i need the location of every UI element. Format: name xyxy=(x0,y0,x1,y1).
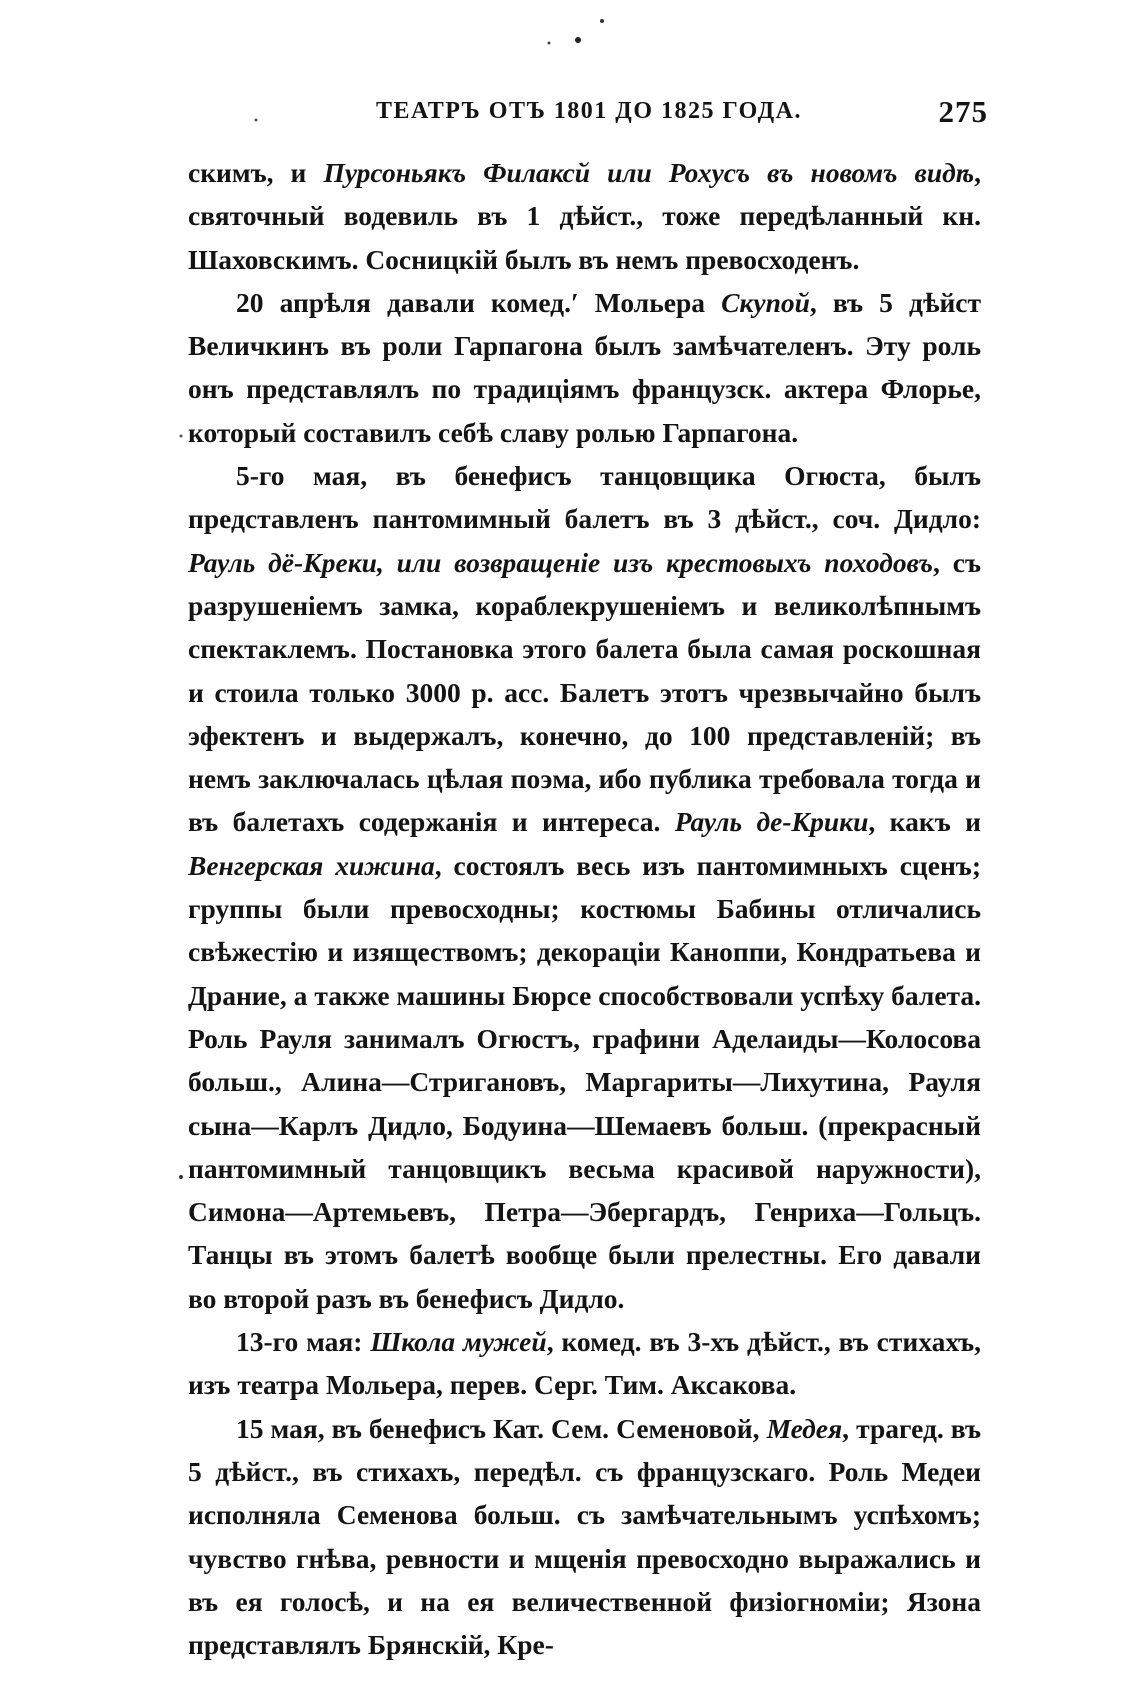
text-run: , трагед. въ 5 дѣйст., въ стихахъ, передѣл. съ французскаго. Роль Медеи исполняла Семенова больш. съ замѣчательнымъ успѣхомъ; чувство гнѣва, ревности и мщенія превосходно выражались и въ ея голосѣ, и на ея величественной физіогноміи; Язона представлялъ Брянскій, Кре- xyxy=(188,1412,982,1661)
running-title: ТЕАТРЪ ОТЪ 1801 ДО 1825 ГОДА. xyxy=(376,98,802,124)
paragraph xyxy=(188,1407,981,1667)
italic-title: Пурсоньякъ Филаксй или Рохусъ въ новомъ видѣ xyxy=(323,157,975,188)
paragraph xyxy=(188,454,981,1320)
italic-title: Венгерская хижина xyxy=(188,849,435,881)
page-header xyxy=(348,94,988,134)
paragraph xyxy=(188,151,981,281)
text-run: , святочный водевиль въ 1 дѣйст., тоже передѣланный кн. Шаховскимъ. Сосницкій былъ въ немъ превосходенъ. xyxy=(188,157,981,275)
speck xyxy=(600,19,604,23)
speck xyxy=(180,435,183,438)
italic-title: Медея xyxy=(766,1412,843,1444)
body-text xyxy=(188,151,981,1666)
page-number: 275 xyxy=(938,94,988,129)
text-run: 5-го мая, въ бенефисъ танцовщика Огюста, былъ представленъ пантомимный балетъ въ 3 дѣйст., соч. Дидло: xyxy=(188,460,981,535)
text-run: 13-го мая: xyxy=(236,1326,371,1358)
text-run: , состоялъ весь изъ пантомимныхъ сценъ; группы были превосходны; костюмы Бабины отличались свѣжестію и изяществомъ; декораціи Каноппи, Кондратьева и Драние, а также машины Бюрсе способствовали успѣху балета. Роль Рауля занималъ Огюстъ, графини Аделаиды—Колосова больш., Алина—Стригановъ, Маргариты—Лихутина, Рауля сына—Карлъ Дидло, Бодуина—Шемаевъ больш. (прекрасный пантомимный танцовщикъ весьма красивой наружности), Симона—Артемьевъ, Петра—Эбергардъ, Генриха—Гольцъ. Танцы въ этомъ балетѣ вообще были прелестны. Его давали во второй разъ въ бенефисъ Дидло. xyxy=(188,849,981,1314)
speck xyxy=(179,1175,183,1179)
text-run: 15 мая, въ бенефисъ Кат. Сем. Семеновой, xyxy=(236,1412,767,1444)
speck xyxy=(255,119,258,122)
speck xyxy=(575,37,581,43)
paragraph xyxy=(188,1320,981,1407)
paragraph xyxy=(188,281,981,454)
text-run: скимъ, и xyxy=(188,157,324,188)
text-run: , съ разрушеніемъ замка, кораблекрушеніемъ и великолѣпнымъ спектаклемъ. Постановка этого балета была самая роскошная и стоила только 3000 р. асс. Балетъ этотъ чрезвычайно былъ эфектенъ и выдержалъ, конечно, до 100 представленій; въ немъ заключалась цѣлая поэма, ибо публика требовала тогда и въ балетахъ содержанія и интереса. xyxy=(188,546,981,838)
italic-title: Скупой xyxy=(721,286,810,318)
italic-title: Школа мужей xyxy=(370,1326,547,1358)
text-run: 20 апрѣля давали комед.′ Мольера xyxy=(236,286,722,318)
text-run: , комед. въ 3-хъ дѣйст., въ стихахъ, изъ театра Мольера, перев. Серг. Тим. Аксакова. xyxy=(188,1326,981,1401)
speck xyxy=(548,42,551,45)
text-run: , какъ и xyxy=(868,806,981,838)
italic-title: Рауль де-Крики xyxy=(674,806,869,838)
italic-title: Рауль дё-Креки, или возвращеніе изъ крестовыхъ походовъ xyxy=(188,546,934,578)
text-run: , въ 5 дѣйст Величкинъ въ роли Гарпагона былъ замѣчателенъ. Эту роль онъ представлялъ по традиціямъ французск. актера Флорье, который составилъ себѣ славу ролью Гарпагона. xyxy=(188,286,981,448)
